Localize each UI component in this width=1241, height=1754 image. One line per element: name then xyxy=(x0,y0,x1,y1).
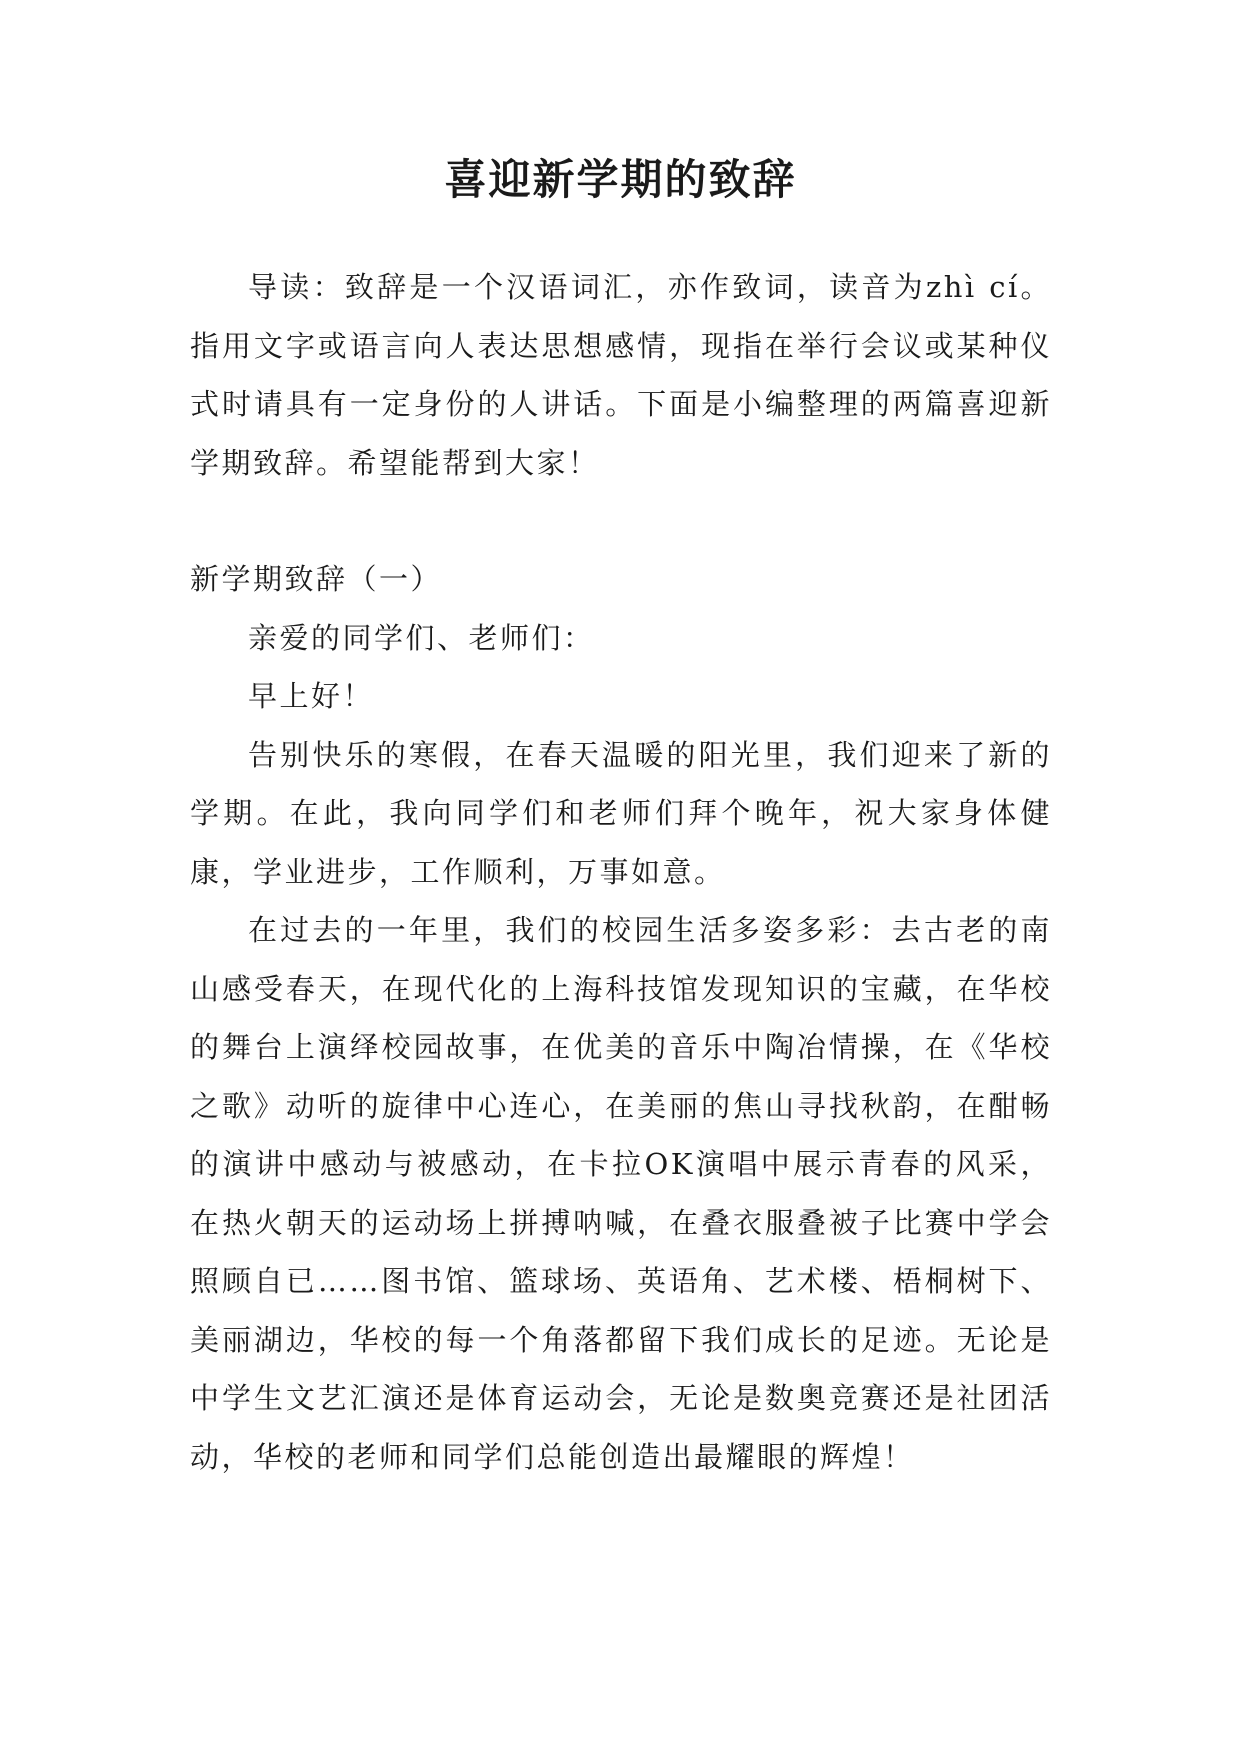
greeting: 早上好！ xyxy=(248,679,375,713)
section-heading: 新学期致辞（一） xyxy=(190,562,443,596)
document-title: 喜迎新学期的致辞 xyxy=(444,155,797,204)
intro-paragraph: 导读：致辞是一个汉语词汇，亦作致词，读音为zhì cí。指用文字或语言向人表达思想感情，现指在举行会议或某种仪式时请具有一定身份的人讲话。下面是小编整理的两篇喜迎新学期致辞。希望能帮到大家！ xyxy=(190,270,1052,480)
salutation: 亲爱的同学们、老师们： xyxy=(248,620,595,655)
body-paragraph: 在过去的一年里，我们的校园生活多姿多彩：去古老的南山感受春天，在现代化的上海科技馆发现知识的宝藏，在华校的舞台上演绎校园故事，在优美的音乐中陶冶情操，在《华校之歌》动听的旋律中心连心，在美丽的焦山寻找秋韵，在酣畅的演讲中感动与被感动，在卡拉OK演唱中展示青春的风采，在热火朝天的运动场上拼搏呐喊，在叠衣服叠被子比赛中学会照顾自已……图书馆、篮球场、英语角、艺术楼、梧桐树下、美丽湖边，华校的每一个角落都留下我们成长的足迹。无论是中学生文艺汇演还是体育运动会，无论是数奥竞赛还是社团活动，华校的老师和同学们总能创造出最耀眼的辉煌！ xyxy=(190,913,1052,1474)
body-paragraph: 告别快乐的寒假，在春天温暖的阳光里，我们迎来了新的学期。在此，我向同学们和老师们拜个晚年，祝大家身体健康，学业进步，工作顺利，万事如意。 xyxy=(190,737,1052,889)
document-body xyxy=(190,258,1052,1486)
